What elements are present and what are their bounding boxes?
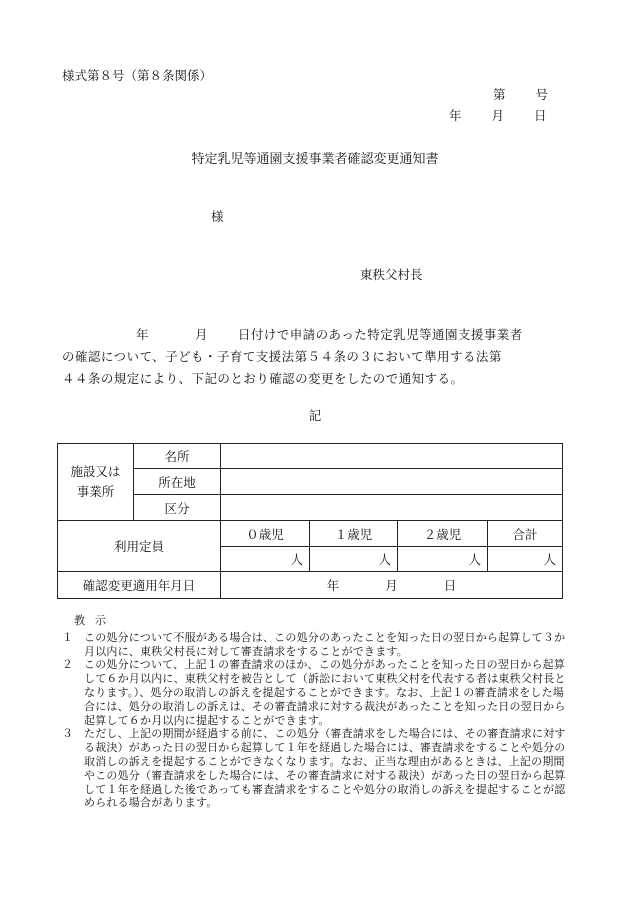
facility-header-line1: 施設又は [70, 464, 121, 479]
note-item [62, 631, 572, 659]
facility-header-line2: 事業所 [76, 484, 115, 499]
age-1-header: １歳児 [310, 521, 398, 547]
notes-heading: 教示 [74, 614, 116, 627]
issuer-name: 東秩父村長 [360, 267, 423, 282]
body-line-1 [62, 325, 523, 343]
note-text: この処分について、上記１の審査請求のほか、この処分があったことを知った日の翌日から起算して６か月以内に、東秩父村を被告として（訴訟において東秩父村を代表する者は東秩父村長となります。）、処分の取消しの訴えを提起することができます。なお、上記１の審査請求をした場合には、処分の取消しの訴えは、その審査請求に対する裁決があったことを知った日の翌日から起算して６か月以内に提起することができます。 [84, 658, 566, 727]
notes-section [62, 614, 572, 810]
body-year: 年 [136, 327, 149, 342]
addressee-suffix: 様 [211, 209, 224, 224]
document-number [493, 85, 548, 103]
note-text: ただし、上記の期間が経過する前に、この処分（審査請求をした場合には、その審査請求に対する裁決）があった日の翌日から起算して１年を経過した場合には、審査請求をすることや処分の取消しの訴えを提起することができなくなります。なお、正当な理由があるときは、上記の期間やこの処分（審査請求をした場合には、その審査請求に対する裁決）があった日の翌日から起算して１年を経過した後であっても審査請求をすることや処分の取消しの訴えを提起することが認められる場合があります。 [84, 727, 566, 810]
name-field[interactable] [221, 444, 563, 469]
note-number: １ [62, 630, 73, 644]
effective-date-field[interactable] [221, 572, 563, 599]
age-1-count[interactable]: 人 [310, 547, 398, 572]
note-number: ３ [62, 727, 73, 741]
facility-table [57, 443, 563, 599]
address-label: 所在地 [134, 469, 221, 495]
facility-header-cell [58, 444, 134, 521]
effective-day: 日 [443, 578, 457, 593]
date-day: 日 [534, 108, 547, 123]
name-label: 名所 [134, 444, 221, 469]
number-prefix: 第 [493, 87, 506, 102]
document-title: 特定乳児等通園支援事業者確認変更通知書 [191, 152, 439, 167]
note-text: この処分について不服がある場合は、この処分のあったことを知った日の翌日から起算して３か月以内に、東秩父村長に対して審査請求をすることができます。 [84, 630, 566, 658]
number-suffix: 号 [535, 87, 549, 102]
document-date [449, 106, 547, 124]
total-header: 合計 [488, 521, 563, 547]
age-0-header: ０歳児 [221, 521, 310, 547]
effective-month: 月 [385, 578, 398, 593]
note-number: ２ [62, 658, 73, 672]
body-month: 月 [194, 327, 208, 342]
effective-date-label: 確認変更適用年月日 [58, 572, 221, 599]
body-line1-text: 日付けで申請のあった特定乳児等通園支援事業者 [237, 327, 523, 342]
age-2-header: ２歳児 [398, 521, 488, 547]
category-field[interactable] [221, 495, 563, 521]
age-0-count[interactable]: 人 [221, 547, 310, 572]
body-line-3: ４４条の規定により、下記のとおり確認の変更をしたので通知する。 [62, 371, 464, 386]
total-count[interactable]: 人 [488, 547, 563, 572]
note-item [62, 727, 572, 810]
date-month: 月 [491, 108, 505, 123]
age-2-count[interactable]: 人 [398, 547, 488, 572]
address-field[interactable] [221, 469, 563, 495]
body-line-2: の確認について、子ども・子育て支援法第５４条の３において準用する法第 [62, 349, 502, 364]
capacity-label: 利用定員 [58, 521, 221, 572]
category-label: 区分 [134, 495, 221, 521]
form-label: 様式第８号（第８条関係） [62, 68, 213, 83]
date-year: 年 [449, 108, 462, 123]
ki-heading: 記 [308, 408, 322, 423]
effective-year: 年 [326, 578, 340, 593]
note-item [62, 658, 572, 727]
